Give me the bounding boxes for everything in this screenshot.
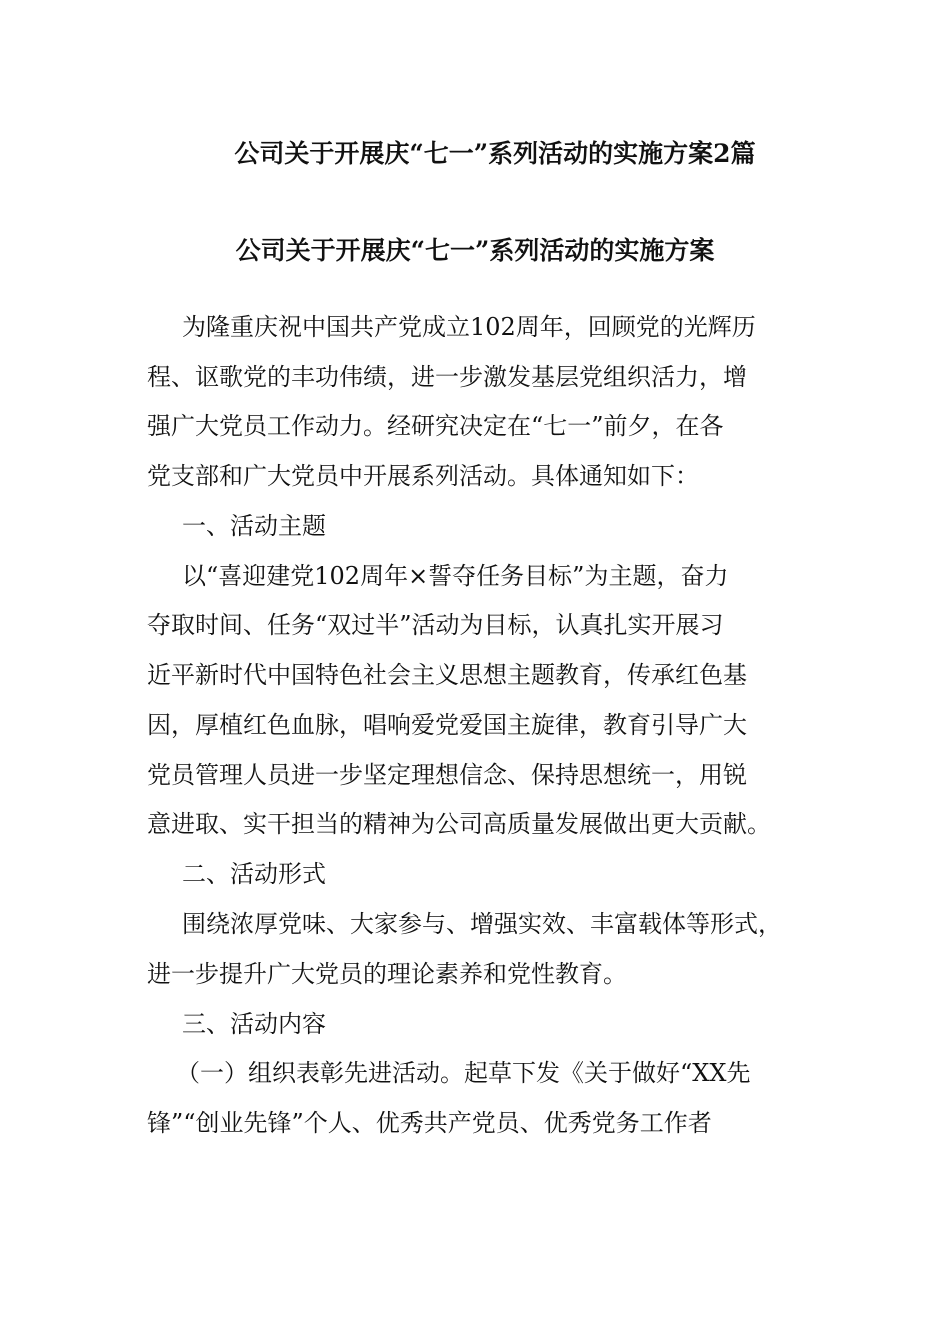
body-line: 因，厚植红色血脉，唱响爱党爱国主旋律，教育引导广大 — [147, 711, 747, 739]
body-line: 党支部和广大党员中开展系列活动。具体通知如下： — [147, 462, 699, 490]
heading-activity-theme: 一、活动主题 — [182, 512, 326, 540]
section-title: 公司关于开展庆“七一”系列活动的实施方案 — [235, 236, 715, 265]
body-line: 夺取时间、任务“双过半”活动为目标，认真扎实开展习 — [147, 611, 724, 639]
document-title: 公司关于开展庆“七一”系列活动的实施方案2篇 — [234, 139, 756, 168]
body-line: 程、讴歌党的丰功伟绩，进一步激发基层党组织活力，增 — [147, 363, 747, 391]
heading-activity-content: 三、活动内容 — [182, 1010, 326, 1038]
body-line: 进一步提升广大党员的理论素养和党性教育。 — [147, 960, 627, 988]
body-line: 以“喜迎建党102周年×誓夺任务目标”为主题，奋力 — [182, 562, 729, 590]
body-line: （一）组织表彰先进活动。起草下发《关于做好“XX先 — [176, 1059, 751, 1087]
body-line: 意进取、实干担当的精神为公司高质量发展做出更大贡献。 — [147, 810, 771, 838]
body-line: 党员管理人员进一步坚定理想信念、保持思想统一，用锐 — [147, 761, 747, 789]
heading-activity-form: 二、活动形式 — [182, 860, 326, 888]
body-line: 围绕浓厚党味、大家参与、增强实效、丰富载体等形式， — [182, 910, 782, 938]
body-line: 强广大党员工作动力。经研究决定在“七一”前夕，在各 — [147, 412, 724, 440]
body-line: 近平新时代中国特色社会主义思想主题教育，传承红色基 — [147, 661, 747, 689]
body-line: 为隆重庆祝中国共产党成立102周年，回顾党的光辉历 — [182, 313, 756, 341]
body-line: 锋”“创业先锋”个人、优秀共产党员、优秀党务工作者 — [147, 1109, 712, 1137]
